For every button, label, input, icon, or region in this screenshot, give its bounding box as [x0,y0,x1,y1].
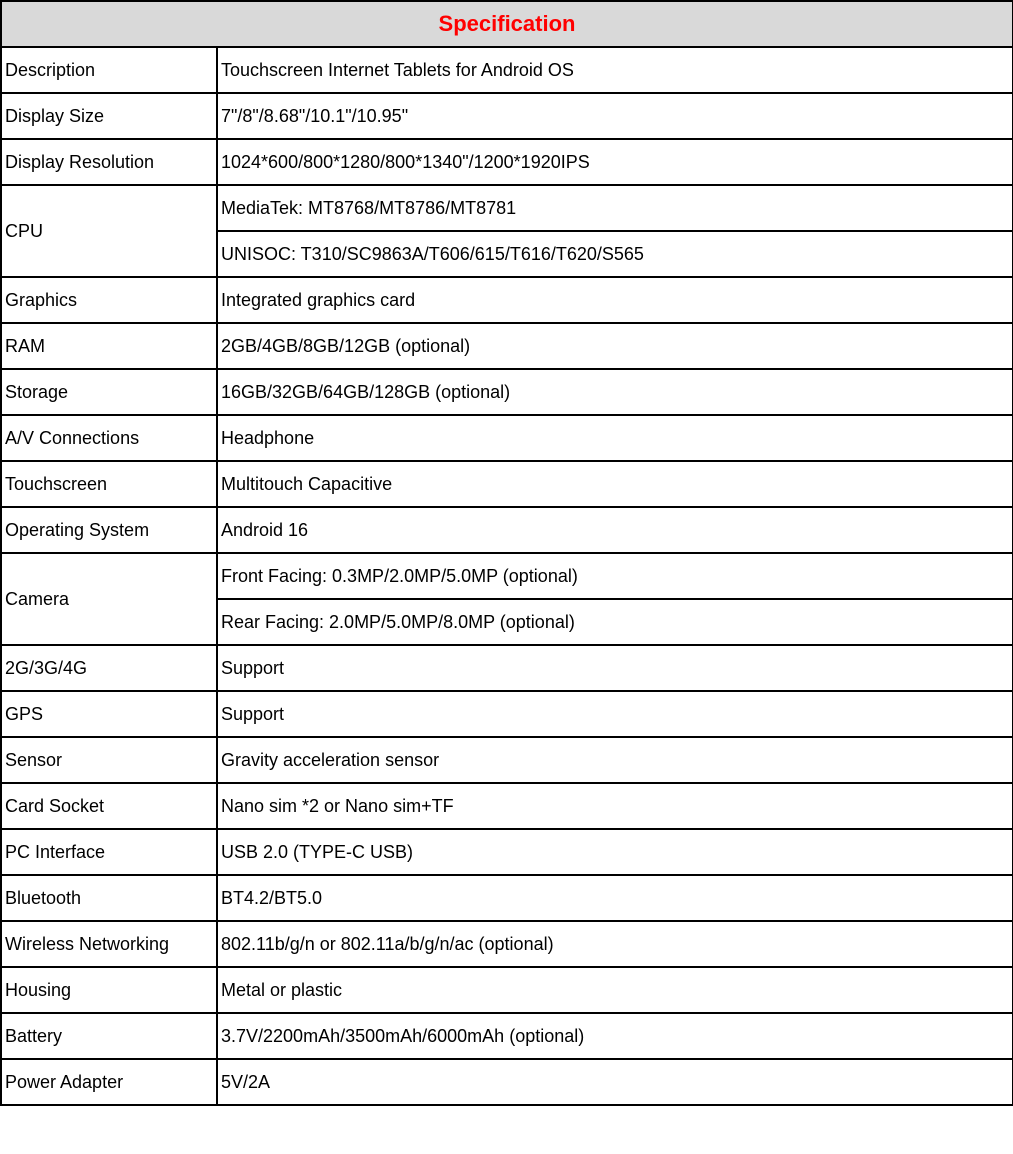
spec-value: 3.7V/2200mAh/3500mAh/6000mAh (optional) [217,1013,1013,1059]
table-row [1,47,1013,93]
spec-value: MediaTek: MT8768/MT8786/MT8781 [217,185,1013,231]
table-row [1,921,1013,967]
spec-label: PC Interface [1,829,217,875]
spec-value: Front Facing: 0.3MP/2.0MP/5.0MP (optional) [217,553,1013,599]
spec-label: Card Socket [1,783,217,829]
table-body [1,47,1013,1105]
spec-value: USB 2.0 (TYPE-C USB) [217,829,1013,875]
table-row [1,829,1013,875]
spec-label: Operating System [1,507,217,553]
table-row [1,93,1013,139]
table-row [1,323,1013,369]
spec-label: Display Size [1,93,217,139]
spec-value: Rear Facing: 2.0MP/5.0MP/8.0MP (optional) [217,599,1013,645]
spec-value: 802.11b/g/n or 802.11a/b/g/n/ac (optional) [217,921,1013,967]
spec-value: Android 16 [217,507,1013,553]
table-row [1,875,1013,921]
spec-value: Headphone [217,415,1013,461]
spec-label: Description [1,47,217,93]
spec-value: Support [217,691,1013,737]
spec-label: Bluetooth [1,875,217,921]
spec-value: 7"/8"/8.68"/10.1"/10.95" [217,93,1013,139]
spec-value: Nano sim *2 or Nano sim+TF [217,783,1013,829]
spec-value: 1024*600/800*1280/800*1340"/1200*1920IPS [217,139,1013,185]
spec-label: Sensor [1,737,217,783]
spec-label: GPS [1,691,217,737]
spec-value: UNISOC: T310/SC9863A/T606/615/T616/T620/S565 [217,231,1013,277]
table-row [1,691,1013,737]
table-row [1,783,1013,829]
spec-label: CPU [1,185,217,277]
table-row [1,415,1013,461]
spec-label: Display Resolution [1,139,217,185]
table-row [1,1059,1013,1105]
table-row [1,967,1013,1013]
spec-label: Touchscreen [1,461,217,507]
table-row [1,277,1013,323]
spec-value: Metal or plastic [217,967,1013,1013]
table-row [1,507,1013,553]
spec-value: Gravity acceleration sensor [217,737,1013,783]
table-header-row [1,1,1013,47]
spec-value: Integrated graphics card [217,277,1013,323]
table-row [1,461,1013,507]
spec-label: Graphics [1,277,217,323]
table-row [1,737,1013,783]
spec-label: Housing [1,967,217,1013]
table-row [1,645,1013,691]
spec-value: BT4.2/BT5.0 [217,875,1013,921]
spec-label: Battery [1,1013,217,1059]
spec-label: Power Adapter [1,1059,217,1105]
spec-value: Support [217,645,1013,691]
spec-label: Camera [1,553,217,645]
spec-value: 5V/2A [217,1059,1013,1105]
spec-label: Wireless Networking [1,921,217,967]
table-title: Specification [1,1,1013,47]
spec-label: A/V Connections [1,415,217,461]
table-row [1,185,1013,231]
spec-value: Touchscreen Internet Tablets for Android OS [217,47,1013,93]
spec-label: RAM [1,323,217,369]
spec-value: 16GB/32GB/64GB/128GB (optional) [217,369,1013,415]
table-row [1,553,1013,599]
spec-label: Storage [1,369,217,415]
spec-value: Multitouch Capacitive [217,461,1013,507]
spec-value: 2GB/4GB/8GB/12GB (optional) [217,323,1013,369]
table-row [1,139,1013,185]
table-row [1,1013,1013,1059]
spec-label: 2G/3G/4G [1,645,217,691]
table-row [1,369,1013,415]
